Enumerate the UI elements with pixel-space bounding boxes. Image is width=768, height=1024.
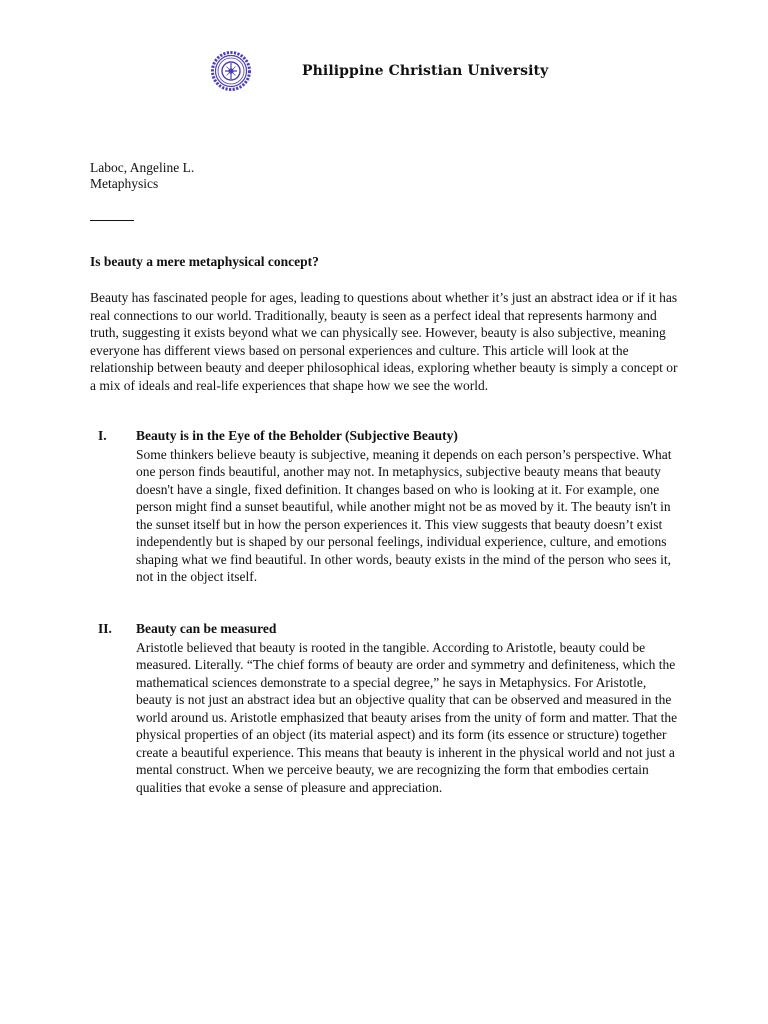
section-body: Some thinkers believe beauty is subjective, meaning it depends on each person’s perspective. What one person finds beautiful, another may not. In metaphysics, subjective beauty means that beauty doesn't have a single, fixed definition. It changes based on who is looking at it. For example, one person might find a sunset beautiful, while another might not be as moved by it. The beauty isn't in the sunset itself but in how the person experiences it. This view suggests that beauty doesn’t exist independently but is shaped by our personal feelings, individual experience, culture, and emotions shaping what we find beautiful. In other words, beauty exists in the mind of the person who sees it, not in the object itself. (136, 446, 672, 584)
intro-paragraph: Beauty has fascinated people for ages, leading to questions about whether it’s just an abstract idea or if it has real connections to our world. Traditionally, beauty is seen as a perfect ideal that represents harmony and truth, suggesting it exists beyond what we can physically see. However, beauty is also subjective, meaning everyone has different views based on personal experiences and culture. This article will look at the relationship between beauty and deeper philosophical ideas, exploring whether beauty is simply a concept or a mix of ideals and real-life experiences that shape how we see the world. (90, 290, 678, 393)
course-name: Metaphysics (90, 176, 159, 191)
article-title: Is beauty a mere metaphysical concept? (90, 254, 319, 269)
section-numeral: I. (98, 428, 107, 443)
university-seal-icon (210, 50, 252, 92)
author-name: Laboc, Angeline L. (90, 160, 195, 175)
section-body: Aristotle believed that beauty is rooted in the tangible. According to Aristotle, beauty could be measured. Literally. “The chief forms of beauty are order and symmetry and definiteness, which the mathematical sciences demonstrate to a special degree,” he says in Metaphysics. For Aristotle, beauty is not just an abstract idea but an objective quality that can be observed and measured in the world around us. Aristotle emphasized that beauty arises from the unity of form and matter. That the physical properties of an object (its material aspect) and its form (its essence or structure) together create a beautiful experience. This means that beauty is inherent in the physical world and not just a mental construct. When we perceive beauty, we are recognizing the form that embodies certain qualities that evoke a sense of pleasure and appreciation. (136, 639, 678, 795)
university-name: Philippine Christian University (302, 63, 549, 79)
section-heading: Beauty can be measured (136, 621, 277, 636)
section-heading: Beauty is in the Eye of the Beholder (Subjective Beauty) (136, 428, 458, 443)
signature-line (90, 220, 134, 221)
letterhead (210, 50, 549, 94)
author-block (90, 160, 194, 192)
section-numeral: II. (98, 621, 112, 636)
